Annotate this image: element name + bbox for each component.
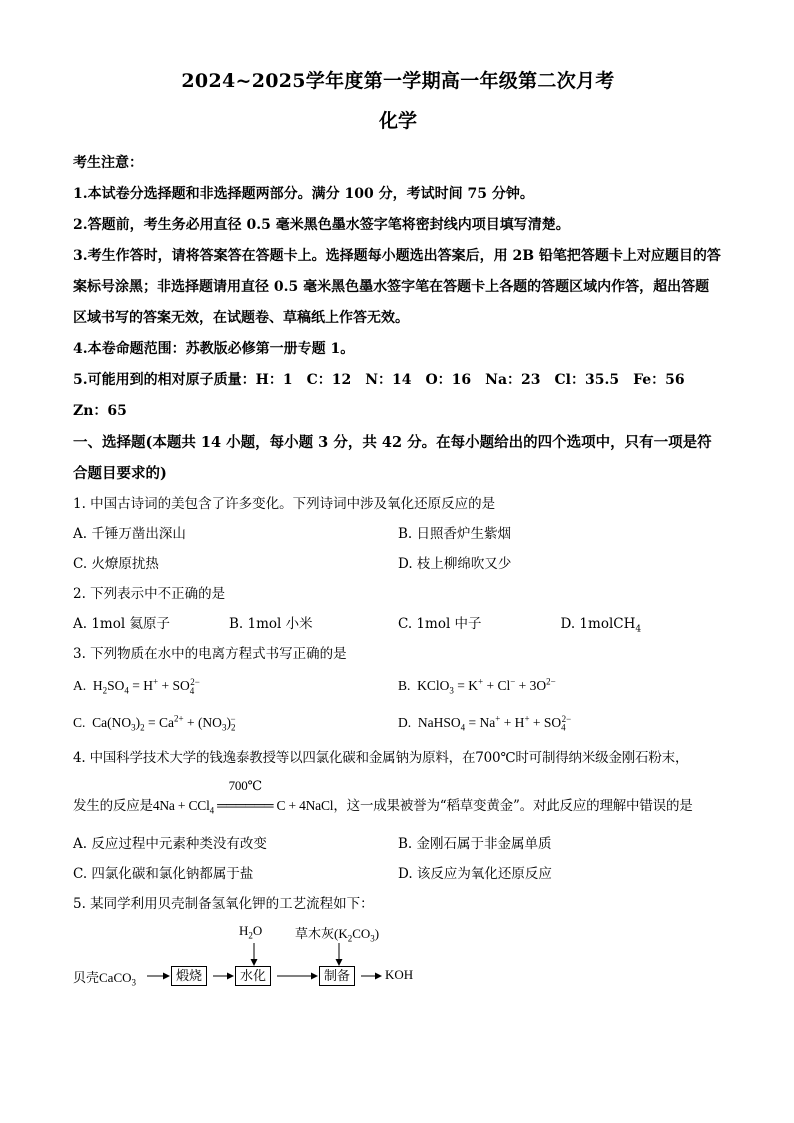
question-4-stem-equation (73, 778, 723, 821)
note-item: Zn：65 (73, 403, 127, 419)
reaction-equation: 4Na + CCl$_4$ 700℃ ══════ C + 4NaCl (153, 798, 334, 813)
flow-input-ash: 草木灰$(K_2CO_3)$ (295, 926, 380, 944)
note-item: 4.本卷命题范围：苏教版必修第一册专题 1。 (73, 341, 355, 357)
exam-page (73, 66, 723, 991)
question-1-options (73, 549, 723, 579)
option-b[interactable]: B. 1mol 小米 (229, 616, 313, 632)
option-d-text: D. 1molCH (560, 616, 636, 632)
note-item: 3.考生作答时，请将答案答在答题卡上。选择题每小题选出答案后，用 2B 铅笔把答题卡上对应题目的答案标号涂黑；非选择题请用直径 0.5 毫米黑色墨水签字笔在答题卡上各题的答题区域内作答，超出答题区域书写的答案无效，在试题卷、草稿纸上作答无效。 (73, 248, 721, 326)
reaction-condition: 700℃ (228, 778, 262, 793)
flow-step-calcine: 煅烧 (171, 966, 207, 986)
question-4-prefix: 发生的反应是 (73, 798, 153, 814)
flow-input-water: $H_2O$ (239, 923, 263, 941)
flow-start-text: 贝壳CaCO (73, 970, 132, 985)
option-a[interactable]: A. $H_2SO_4 = H^+ + SO_4^{2-}$ (73, 676, 200, 696)
section-heading: 一、选择题(本题共 14 小题，每小题 3 分，共 42 分。在每小题给出的四个选项中，只有一项是符合题目要求的) (73, 434, 712, 482)
flow-input-water-text: H (239, 923, 249, 938)
reaction-arrow: 700℃ ══════ (217, 791, 273, 821)
option-d[interactable]: D. 枝上柳绵吹又少 (398, 556, 512, 572)
option-b[interactable]: B. 金刚石属于非金属单质 (398, 836, 552, 852)
question-5-stem: 5. 某同学利用贝壳制备氢氧化钾的工艺流程如下： (73, 896, 374, 912)
exam-title: 2024~2025学年度第一学期高一年级第二次月考 (181, 70, 615, 92)
question-4-options (73, 859, 723, 889)
question-1-stem: 1. 中国古诗词的美包含了许多变化。下列诗词中涉及氧化还原反应的是 (73, 496, 496, 512)
option-c[interactable]: C. 火燎原扰热 (73, 556, 159, 572)
note-item: 5.可能用到的相对原子质量：H：1 C：12 N：14 O：16 Na：23 Cl：35.5 Fe：56 (73, 372, 685, 388)
flow-step-prepare: 制备 (319, 966, 355, 986)
option-d[interactable] (561, 609, 724, 639)
note-item: 2.答题前，考生务必用直径 0.5 毫米黑色墨水签字笔将密封线内项目填写清楚。 (73, 217, 570, 233)
option-c[interactable]: C. $Ca(NO_3)_2 = Ca^{2+} + (NO_3)_2^-$ (73, 713, 236, 733)
process-flow-diagram (73, 921, 723, 991)
option-a[interactable]: A. 千锤万凿出深山 (73, 526, 186, 542)
flow-start: 贝壳CaCO$_3$ (73, 970, 137, 988)
option-a[interactable]: A. 1mol 氦原子 (73, 616, 170, 632)
subject-title: 化学 (378, 110, 417, 132)
subscript: 4 (635, 624, 642, 635)
option-c[interactable]: C. 1mol 中子 (398, 616, 482, 632)
option-b[interactable]: B. 日照香炉生紫烟 (398, 526, 512, 542)
question-4-stem: 4. 中国科学技术大学的钱逸泰教授等以四氯化碳和金属钠为原料，在700℃时可制得纳米级金刚石粉末， (73, 750, 689, 766)
option-d[interactable]: D. 该反应为氧化还原反应 (398, 866, 552, 882)
question-3-stem: 3. 下列物质在水中的电离方程式书写正确的是 (73, 646, 347, 662)
option-c[interactable]: C. 四氯化碳和氯化钠都属于盐 (73, 866, 254, 882)
notes-heading: 考生注意： (73, 155, 143, 171)
question-2-options (73, 609, 723, 639)
question-3-options (73, 669, 723, 703)
flow-end: KOH (385, 967, 414, 982)
flow-input-ash-tail: ) (374, 926, 380, 941)
question-4-options (73, 829, 723, 859)
flow-input-ash-text: 草木灰(K (295, 926, 348, 941)
option-b[interactable]: B. KClO$_3$ = $K^+ + Cl^- + 3O^{2-}$ (398, 676, 556, 696)
question-4-suffix: ，这一成果被誉为“稻草变黄金”。对此反应的理解中错误的是 (333, 798, 693, 814)
option-d[interactable]: D. NaHSO$_4$ = $Na^+ + H^+ + SO_4^{2-}$ (398, 713, 572, 733)
question-3-options (73, 703, 723, 743)
question-1-options (73, 519, 723, 549)
option-a[interactable]: A. 反应过程中元素种类没有改变 (73, 836, 267, 852)
question-2-stem: 2. 下列表示中不正确的是 (73, 586, 226, 602)
flow-step-hydrate: 水化 (235, 966, 271, 986)
candidate-notes (73, 148, 723, 427)
note-item: 1.本试卷分选择题和非选择题两部分。满分 100 分，考试时间 75 分钟。 (73, 186, 534, 202)
